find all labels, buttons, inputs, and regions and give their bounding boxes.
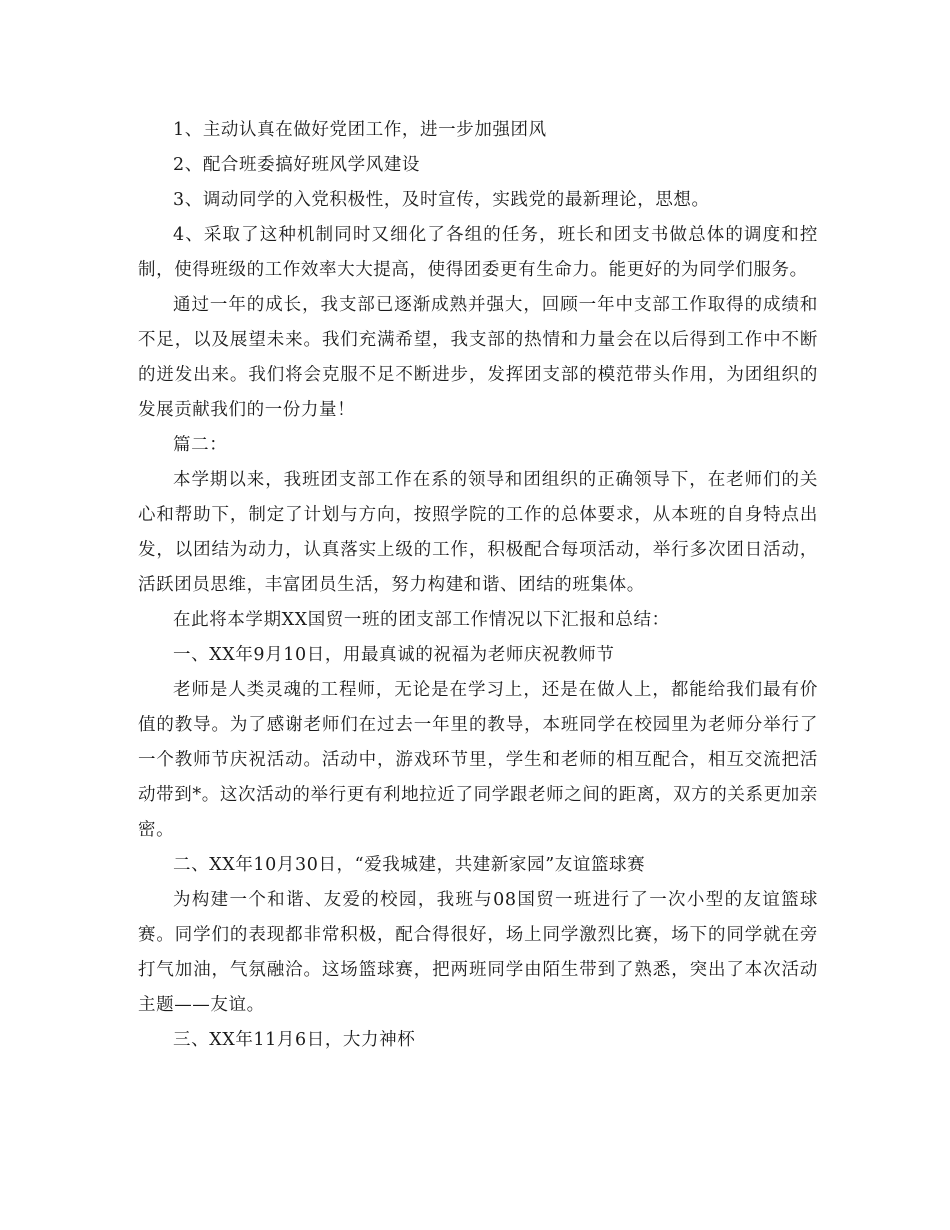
list-item-2: 2、配合班委搞好班风学风建设 bbox=[173, 155, 421, 175]
event-heading-2: 二、XX年10月30日，“爱我城建，共建新家园”友谊篮球赛 bbox=[173, 855, 646, 875]
list-item-1: 1、主动认真在做好党团工作，进一步加强团风 bbox=[173, 120, 547, 140]
list-item-4: 4、采取了这种机制同时又细化了各组的任务，班长和团支书做总体的调度和控制，使得班级的工作效率大大提高，使得团委更有生命力。能更好的为同学们服务。 bbox=[138, 225, 818, 280]
intro-paragraph: 本学期以来，我班团支部工作在系的领导和团组织的正确领导下，在老师们的关心和帮助下，制定了计划与方向，按照学院的工作的总体要求，从本班的自身特点出发，以团结为动力，认真落实上级的工作，积极配合每项活动，举行多次团日活动，活跃团员思维，丰富团员生活，努力构建和谐、团结的班集体。 bbox=[138, 470, 818, 595]
event-heading-1: 一、XX年9月10日，用最真诚的祝福为老师庆祝教师节 bbox=[173, 645, 615, 665]
summary-paragraph: 通过一年的成长，我支部已逐渐成熟并强大，回顾一年中支部工作取得的成绩和不足，以及展望未来。我们充满希望，我支部的热情和力量会在以后得到工作中不断的迸发出来。我们将会克服不足不断进步，发挥团支部的模范带头作用，为团组织的发展贡献我们的一份力量！ bbox=[138, 295, 818, 420]
section-heading-part-two: 篇二： bbox=[173, 435, 228, 455]
list-item-3: 3、调动同学的入党积极性，及时宣传，实践党的最新理论，思想。 bbox=[173, 190, 710, 210]
report-lead-paragraph: 在此将本学期XX国贸一班的团支部工作情况以下汇报和总结： bbox=[173, 610, 670, 630]
document-page bbox=[138, 113, 818, 1058]
event-heading-3: 三、XX年11月6日，大力神杯 bbox=[173, 1030, 416, 1050]
event-paragraph-1: 老师是人类灵魂的工程师，无论是在学习上，还是在做人上，都能给我们最有价值的教导。为了感谢老师们在过去一年里的教导，本班同学在校园里为老师分举行了一个教师节庆祝活动。活动中，游戏环节里，学生和老师的相互配合，相互交流把活动带到*。这次活动的举行更有利地拉近了同学跟老师之间的距离，双方的关系更加亲密。 bbox=[138, 680, 818, 840]
event-paragraph-2: 为构建一个和谐、友爱的校园，我班与08国贸一班进行了一次小型的友谊篮球赛。同学们的表现都非常积极，配合得很好，场上同学激烈比赛，场下的同学就在旁打气加油，气氛融洽。这场篮球赛，把两班同学由陌生带到了熟悉，突出了本次活动主题——友谊。 bbox=[138, 890, 818, 1015]
